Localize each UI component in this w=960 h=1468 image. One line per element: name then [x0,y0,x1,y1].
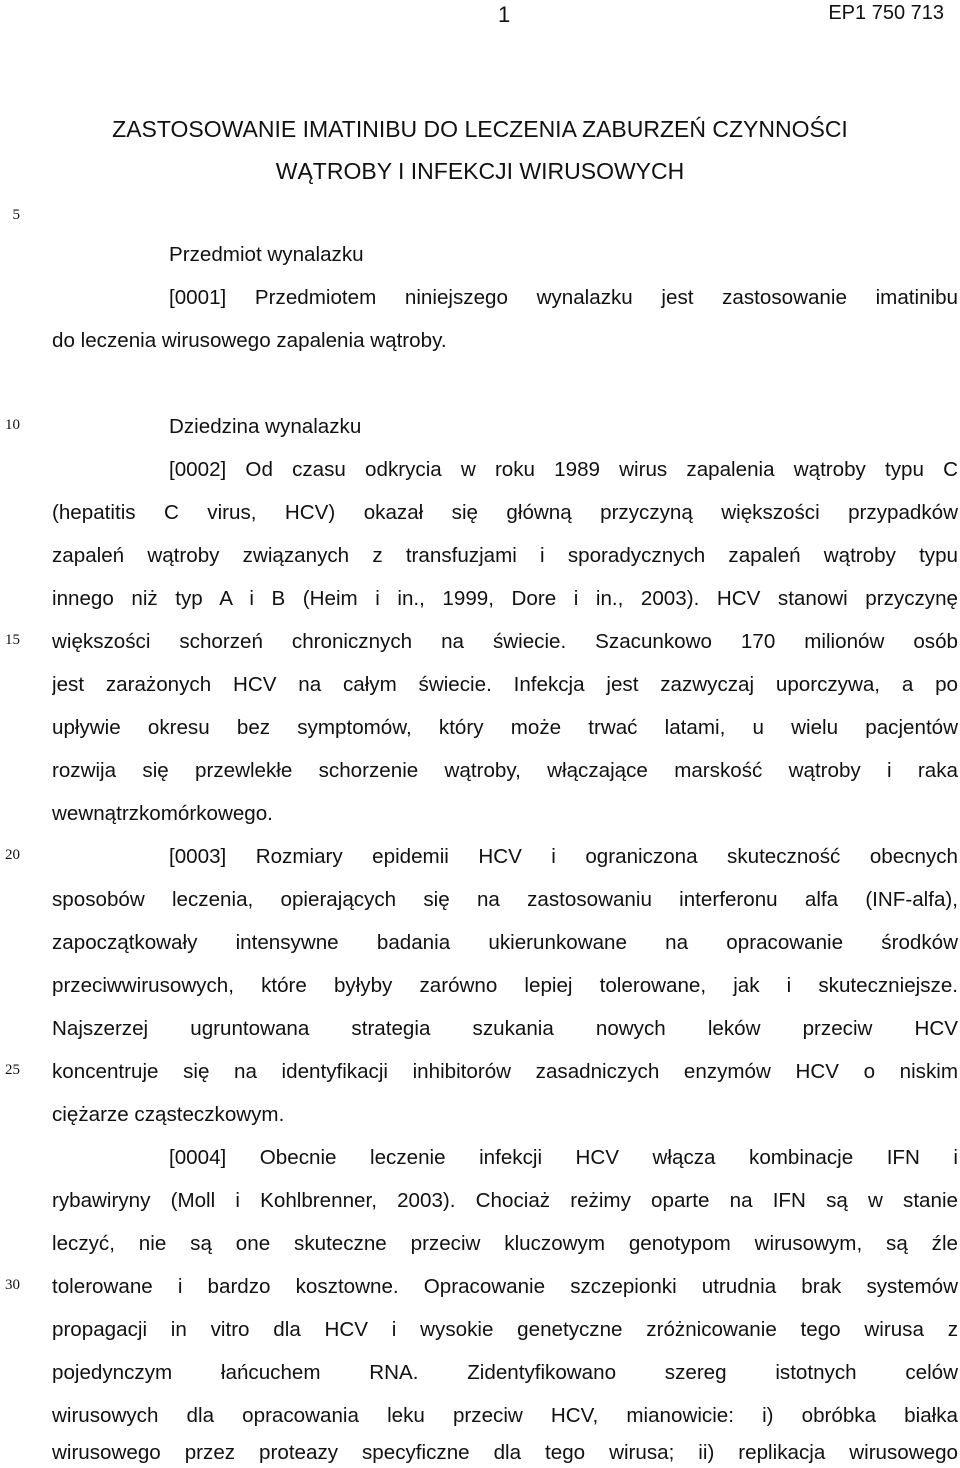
text-line: koncentruje się na identyfikacji inhibitorów zasadniczych enzymów HCV o niskim [52,1060,958,1083]
line-number: 30 [5,1277,20,1293]
text-line: do leczenia wirusowego zapalenia wątroby. [52,329,447,352]
line-number: 25 [5,1062,20,1078]
text-line: [0002] Od czasu odkrycia w roku 1989 wirus zapalenia wątroby typu C [169,458,958,481]
text-line: rybawiryny (Moll i Kohlbrenner, 2003). Chociaż reżimy oparte na IFN są w stanie [52,1189,958,1212]
text-line: upływie okresu bez symptomów, który może trwać latami, u wielu pacjentów [52,716,958,739]
line-number: 15 [5,632,20,648]
text-line: wewnątrzkomórkowego. [52,802,273,825]
text-line: leczyć, nie są one skuteczne przeciw kluczowym genotypom wirusowym, są źle [52,1232,958,1255]
text-line: ciężarze cząsteczkowym. [52,1103,285,1126]
text-line: [0003] Rozmiary epidemii HCV i ograniczona skuteczność obecnych [169,845,958,868]
text-line: zapoczątkowały intensywne badania ukierunkowane na opracowanie środków [52,931,958,954]
text-line: sposobów leczenia, opierających się na zastosowaniu interferonu alfa (INF-alfa), [52,888,958,911]
text-line: Najszerzej ugruntowana strategia szukania nowych leków przeciw HCV [52,1017,958,1040]
section-heading: Dziedzina wynalazku [169,415,362,438]
text-line: jest zarażonych HCV na całym świecie. Infekcja jest zazwyczaj uporczywa, a po [52,673,958,696]
text-line: (hepatitis C virus, HCV) okazał się główną przyczyną większości przypadków [52,501,958,524]
title-line-2: WĄTROBY I INFEKCJI WIRUSOWYCH [275,158,685,184]
page-number: 1 [498,2,511,27]
line-number: 5 [12,207,20,223]
text-line: rozwija się przewlekłe schorzenie wątroby, włączające marskość wątroby i raka [52,759,958,782]
text-line: innego niż typ A i B (Heim i in., 1999, Dore i in., 2003). HCV stanowi przyczynę [52,587,958,610]
line-number: 10 [5,417,20,433]
document-id: EP1 750 713 [828,2,944,24]
text-line: przeciwwirusowych, które byłyby zarówno lepiej tolerowane, jak i skuteczniejsze. [52,974,958,997]
text-line: większości schorzeń chronicznych na świecie. Szacunkowo 170 milionów osób [52,630,958,653]
text-line: [0001] Przedmiotem niniejszego wynalazku jest zastosowanie imatinibu [169,286,958,309]
text-line: propagacji in vitro dla HCV i wysokie genetyczne zróżnicowanie tego wirusa z [52,1318,958,1341]
text-line: wirusowych dla opracowania leku przeciw HCV, mianowicie: i) obróbka białka [52,1404,958,1427]
text-line: [0004] Obecnie leczenie infekcji HCV włącza kombinacje IFN i [169,1146,958,1169]
text-line: tolerowane i bardzo kosztowne. Opracowanie szczepionki utrudnia brak systemów [52,1275,958,1298]
text-line: zapaleń wątroby związanych z transfuzjami i sporadycznych zapaleń wątroby typu [52,544,958,567]
line-number: 20 [5,847,20,863]
section-heading: Przedmiot wynalazku [169,243,364,266]
text-line: wirusowego przez proteazy specyficzne dla tego wirusa; ii) replikacja wirusowego [52,1441,958,1464]
title-line-1: ZASTOSOWANIE IMATINIBU DO LECZENIA ZABURZEŃ CZYNNOŚCI [112,116,848,142]
text-line: pojedynczym łańcuchem RNA. Zidentyfikowano szereg istotnych celów [52,1361,958,1384]
